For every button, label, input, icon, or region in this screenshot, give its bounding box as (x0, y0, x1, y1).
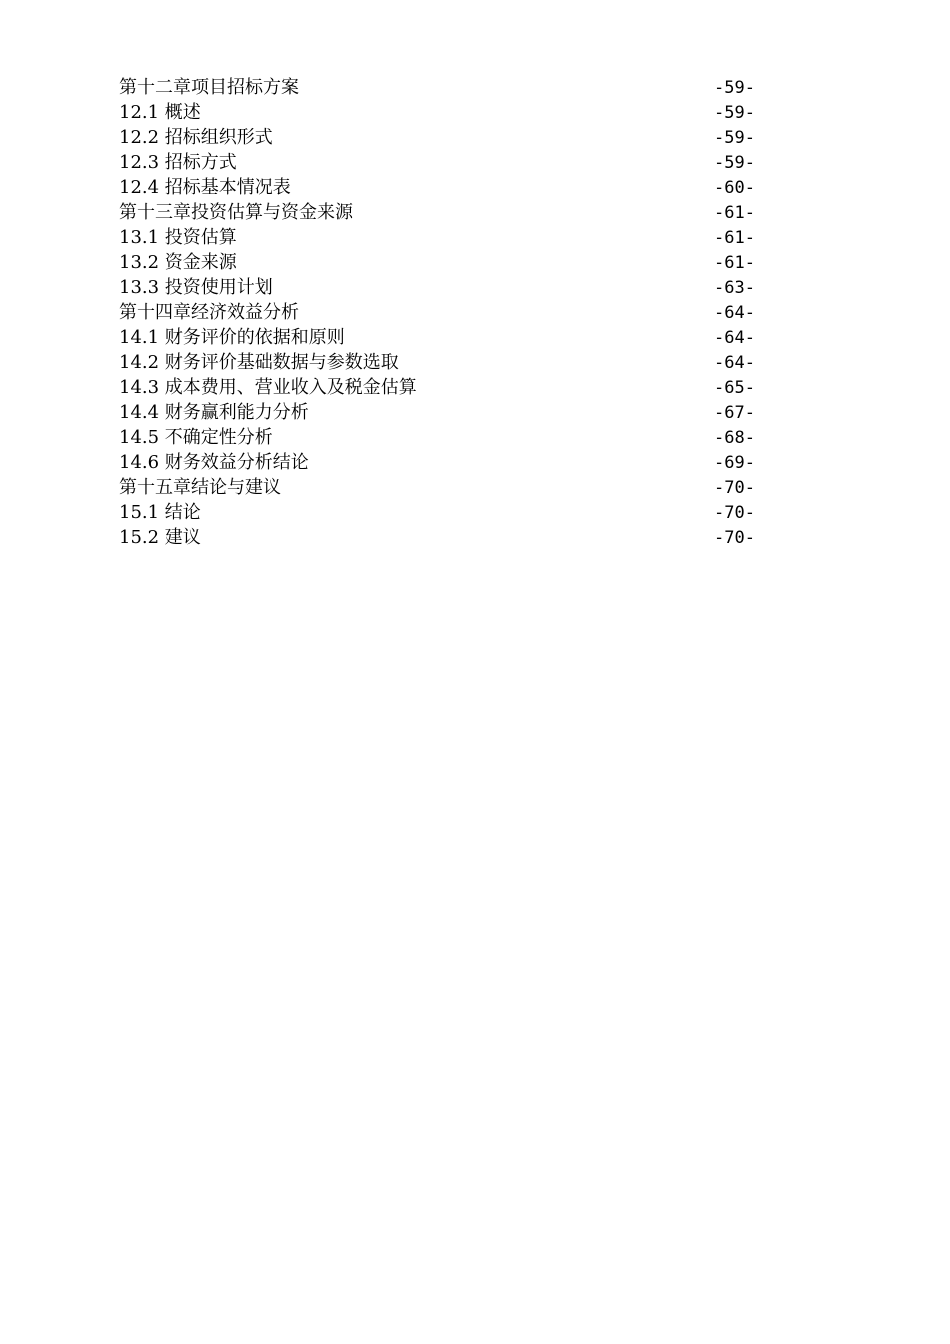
toc-entry-page: -64- (714, 303, 755, 323)
toc-entry-title: 第十四章经济效益分析 (119, 302, 299, 323)
table-of-contents (119, 75, 755, 550)
toc-entry-page: -59- (714, 153, 755, 173)
toc-entry-page: -70- (714, 528, 755, 548)
toc-entry[interactable] (119, 250, 755, 275)
toc-entry-title: 第十三章投资估算与资金来源 (119, 202, 353, 223)
toc-entry-title: 14.4 财务赢利能力分析 (119, 402, 309, 423)
toc-entry-page: -70- (714, 478, 755, 498)
toc-entry[interactable] (119, 275, 755, 300)
toc-entry-title: 14.1 财务评价的依据和原则 (119, 327, 345, 348)
toc-entry-page: -61- (714, 253, 755, 273)
toc-entry-title: 第十二章项目招标方案 (119, 77, 299, 98)
toc-entry-page: -65- (714, 378, 755, 398)
toc-entry[interactable] (119, 200, 755, 225)
toc-entry[interactable] (119, 175, 755, 200)
toc-entry[interactable] (119, 375, 755, 400)
toc-entry-page: -59- (714, 103, 755, 123)
toc-entry-title: 13.1 投资估算 (119, 227, 237, 248)
toc-entry[interactable] (119, 150, 755, 175)
toc-entry-title: 第十五章结论与建议 (119, 477, 281, 498)
toc-entry[interactable] (119, 475, 755, 500)
toc-entry-page: -68- (714, 428, 755, 448)
toc-entry-title: 12.3 招标方式 (119, 152, 237, 173)
toc-entry-title: 12.4 招标基本情况表 (119, 177, 291, 198)
toc-entry[interactable] (119, 300, 755, 325)
toc-entry-page: -64- (714, 353, 755, 373)
toc-entry-title: 13.2 资金来源 (119, 252, 237, 273)
toc-entry[interactable] (119, 350, 755, 375)
toc-entry-title: 14.3 成本费用、营业收入及税金估算 (119, 377, 417, 398)
toc-entry-page: -67- (714, 403, 755, 423)
toc-entry-title: 14.5 不确定性分析 (119, 427, 273, 448)
toc-entry[interactable] (119, 450, 755, 475)
toc-entry[interactable] (119, 525, 755, 550)
toc-entry-title: 14.2 财务评价基础数据与参数选取 (119, 352, 399, 373)
toc-entry[interactable] (119, 125, 755, 150)
toc-entry[interactable] (119, 100, 755, 125)
toc-entry-page: -59- (714, 128, 755, 148)
toc-entry[interactable] (119, 225, 755, 250)
toc-entry-page: -59- (714, 78, 755, 98)
toc-entry[interactable] (119, 500, 755, 525)
toc-entry[interactable] (119, 75, 755, 100)
toc-entry-page: -61- (714, 228, 755, 248)
toc-entry-page: -69- (714, 453, 755, 473)
toc-entry-page: -70- (714, 503, 755, 523)
toc-entry-page: -64- (714, 328, 755, 348)
toc-entry[interactable] (119, 400, 755, 425)
toc-entry-page: -61- (714, 203, 755, 223)
toc-entry-title: 13.3 投资使用计划 (119, 277, 273, 298)
toc-entry-page: -63- (714, 278, 755, 298)
toc-entry[interactable] (119, 425, 755, 450)
toc-entry-title: 14.6 财务效益分析结论 (119, 452, 309, 473)
toc-entry-title: 15.2 建议 (119, 527, 201, 548)
toc-entry[interactable] (119, 325, 755, 350)
toc-entry-page: -60- (714, 178, 755, 198)
toc-entry-title: 12.2 招标组织形式 (119, 127, 273, 148)
toc-entry-title: 15.1 结论 (119, 502, 201, 523)
toc-entry-title: 12.1 概述 (119, 102, 201, 123)
